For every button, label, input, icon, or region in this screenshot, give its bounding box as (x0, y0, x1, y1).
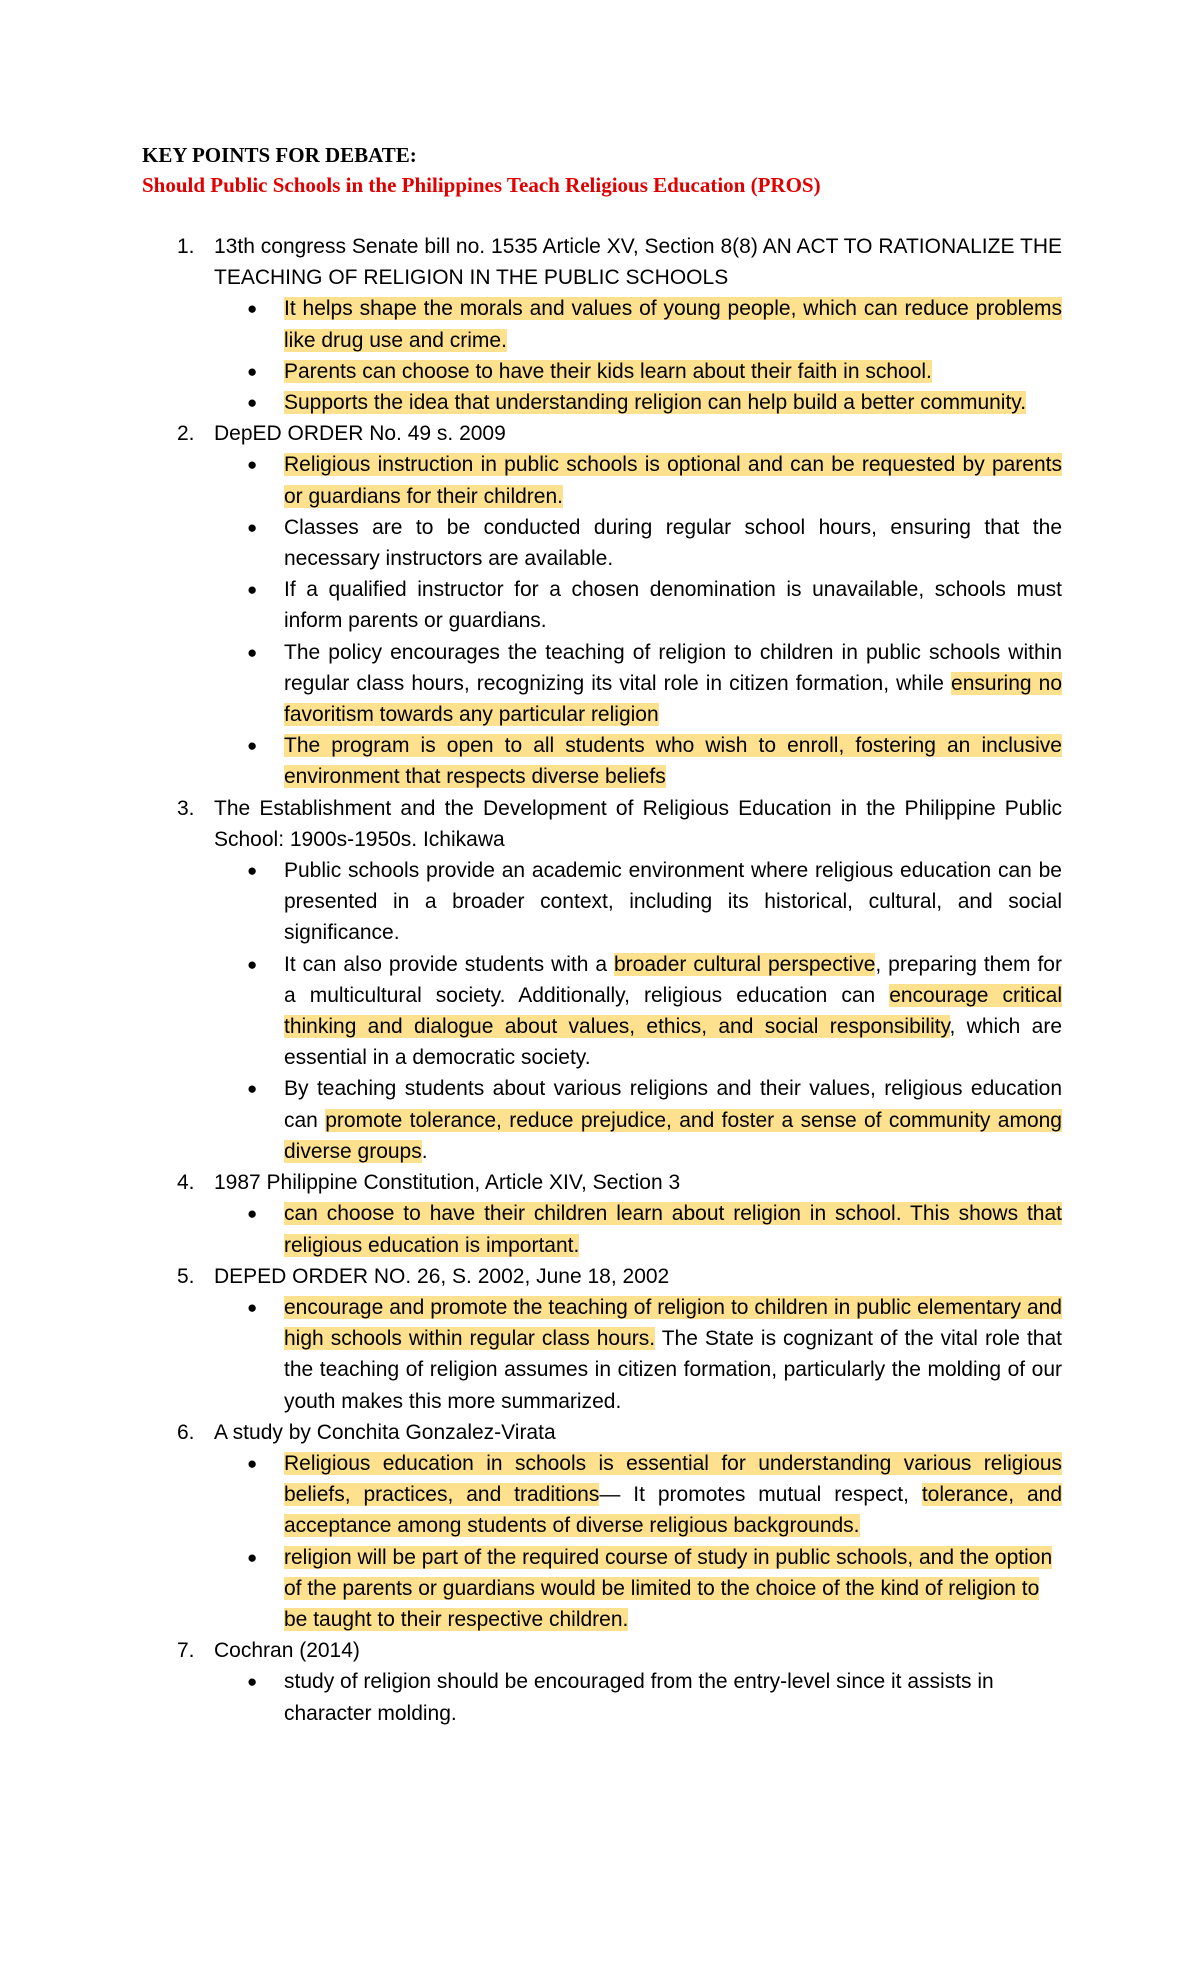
bullet-icon: ● (247, 1204, 258, 1224)
body-text: The State is cognizant of the vital role that the teaching of religion assumes in citizen formation, particularly the molding of our youth makes this more summarized. (284, 1327, 1062, 1413)
highlighted-text: The program is open to all students who wish to enroll, fostering an inclusive environment that respects diverse beliefs (284, 734, 1062, 789)
highlighted-text: It helps shape the morals and values of young people, which can reduce problems like drug use and crime. (284, 297, 1062, 352)
bullet-icon: ● (247, 361, 258, 381)
sub-point-item (213, 637, 1062, 731)
key-points-list (142, 231, 1062, 1729)
key-point-number: 3. (177, 796, 195, 820)
key-point-item (142, 1417, 1062, 1635)
key-point-heading: DEPED ORDER NO. 26, S. 2002, June 18, 2002 (214, 1264, 670, 1288)
bullet-icon: ● (247, 580, 258, 600)
sub-point-item (213, 730, 1062, 792)
body-text: . (421, 1139, 428, 1163)
sub-point-list (214, 449, 1062, 792)
sub-point-item (213, 1448, 1062, 1542)
body-text: , preparing them for a multicultural society. Additionally, religious education can (284, 952, 1062, 1007)
key-point-number: 4. (177, 1171, 195, 1195)
body-text: Classes are to be conducted during regular school hours, ensuring that the necessary instructors are available. (284, 515, 1062, 571)
highlighted-text: Supports the idea that understanding religion can help build a better community. (284, 391, 1027, 415)
document-title: KEY POINTS FOR DEBATE: (142, 143, 417, 167)
key-point-number: 7. (177, 1639, 195, 1663)
body-text: By teaching students about various religions and their values, religious education can (284, 1077, 1062, 1132)
key-point-number: 6. (177, 1420, 195, 1444)
body-text: study of religion should be encouraged from the entry-level since it assists in character molding. (284, 1670, 994, 1725)
highlighted-text: ensuring no favoritism towards any particular religion (284, 671, 1062, 727)
sub-point-item (213, 949, 1062, 1074)
sub-point-item (213, 1292, 1062, 1417)
sub-point-item (213, 1542, 1062, 1636)
highlighted-text: Religious instruction in public schools is optional and can be requested by parents or guardians for their children. (284, 453, 1062, 508)
sub-point-item (213, 1198, 1062, 1260)
sub-point-list (214, 1666, 1062, 1728)
highlighted-text: tolerance, and acceptance among students of diverse religious backgrounds. (284, 1483, 1063, 1538)
bullet-icon: ● (247, 455, 258, 475)
sub-point-item (213, 1666, 1062, 1728)
bullet-icon: ● (247, 861, 258, 881)
highlighted-text: can choose to have their children learn about religion in school. This shows that religious education is important. (284, 1202, 1062, 1257)
body-text: The policy encourages the teaching of religion to children in public schools within regular class hours, recognizing its vital role in citizen formation, while (284, 640, 1062, 695)
key-point-item (142, 1261, 1062, 1417)
highlighted-text: promote tolerance, reduce prejudice, and foster a sense of community among diverse groups (284, 1108, 1062, 1163)
highlighted-text: religion will be part of the required course of study in public schools, and the option of the parents or guardians would be limited to the choice of the kind of religion to be taught to their respective children. (284, 1545, 1053, 1631)
sub-point-list (214, 293, 1062, 418)
highlighted-text: Parents can choose to have their kids learn about their faith in school. (284, 359, 932, 383)
sub-point-item (213, 356, 1062, 387)
sub-point-item (213, 574, 1062, 636)
key-point-heading: 1987 Philippine Constitution, Article XIV, Section 3 (214, 1171, 681, 1195)
sub-point-item (213, 1073, 1062, 1167)
key-point-number: 5. (177, 1264, 195, 1288)
bullet-icon: ● (247, 1297, 258, 1317)
key-point-item (142, 1635, 1062, 1729)
bullet-icon: ● (247, 517, 258, 537)
bullet-icon: ● (247, 299, 258, 319)
sub-point-item (213, 855, 1062, 949)
key-point-number: 1. (177, 235, 195, 258)
sub-point-list (214, 1198, 1062, 1260)
bullet-icon: ● (247, 954, 258, 974)
body-text: If a qualified instructor for a chosen denomination is unavailable, schools must inform parents or guardians. (284, 578, 1062, 633)
sub-point-list (214, 855, 1062, 1167)
body-text: Public schools provide an academic environment where religious education can be presented in a broader context, including its historical, cultural, and social significance. (284, 859, 1062, 945)
key-point-item (142, 793, 1062, 1167)
highlighted-text: encourage and promote the teaching of religion to children in public elementary and high schools within regular class hours. (284, 1295, 1062, 1351)
body-text: , which are essential in a democratic society. (284, 1015, 1062, 1070)
sub-point-list (214, 1448, 1062, 1635)
key-point-heading: 13th congress Senate bill no. 1535 Article XV, Section 8(8) AN ACT TO RATIONALIZE THE TEACHING OF RELIGION IN THE PUBLIC SCHOOLS (214, 235, 1062, 290)
highlighted-text: broader cultural perspective (614, 952, 876, 976)
bullet-icon: ● (247, 1453, 258, 1473)
sub-point-item (213, 512, 1062, 574)
key-point-number: 2. (177, 422, 195, 446)
body-text: It can also provide students with a (284, 952, 614, 976)
highlighted-text: Religious education in schools is essential for understanding various religious beliefs, practices, and traditions (284, 1451, 1062, 1507)
key-point-heading: DepED ORDER No. 49 s. 2009 (214, 422, 506, 446)
bullet-icon: ● (247, 1547, 258, 1567)
key-point-heading: The Establishment and the Development of Religious Education in the Philippine Public School: 1900s-1950s. Ichikawa (214, 796, 1062, 851)
document-subtitle: Should Public Schools in the Philippines Teach Religious Education (PROS) (142, 173, 821, 197)
key-point-item (142, 231, 1062, 418)
sub-point-item (213, 449, 1062, 511)
bullet-icon: ● (247, 642, 258, 662)
body-text: — It promotes mutual respect, (599, 1483, 922, 1507)
key-point-item (142, 1167, 1062, 1261)
document-page (142, 140, 1062, 1729)
sub-point-list (214, 1292, 1062, 1417)
bullet-icon: ● (247, 1672, 258, 1692)
sub-point-item (213, 293, 1062, 355)
sub-point-item (213, 387, 1062, 418)
highlighted-text: encourage critical thinking and dialogue about values, ethics, and social responsibility (284, 983, 1062, 1039)
bullet-icon: ● (247, 393, 258, 413)
bullet-icon: ● (247, 1079, 258, 1099)
key-point-heading: Cochran (2014) (214, 1639, 360, 1663)
key-point-heading: A study by Conchita Gonzalez-Virata (214, 1420, 556, 1444)
key-point-item (142, 418, 1062, 792)
bullet-icon: ● (247, 736, 258, 756)
